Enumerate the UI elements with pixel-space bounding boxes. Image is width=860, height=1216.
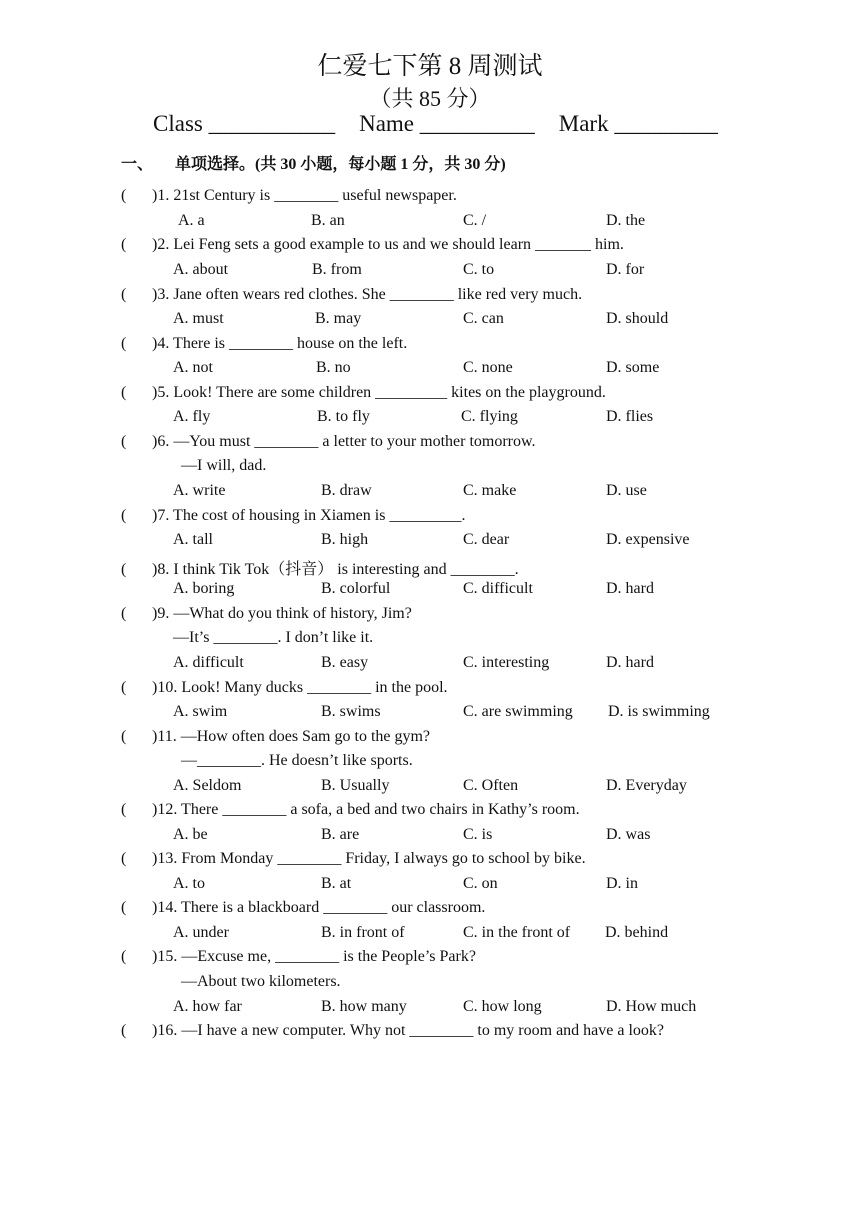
- option-a: A. difficult: [173, 654, 244, 671]
- answer-blank: (: [121, 384, 127, 401]
- option-b: B. high: [321, 531, 369, 548]
- answer-blank: (: [121, 433, 127, 450]
- option-b: B. no: [316, 359, 351, 376]
- question-continuation: —I will, dad.: [181, 457, 267, 474]
- option-a: A. write: [173, 482, 226, 499]
- option-a: A. boring: [173, 580, 235, 597]
- option-c: C. to: [463, 261, 495, 278]
- option-d: D. Everyday: [606, 777, 687, 794]
- section-heading: [121, 151, 506, 174]
- question-15: [121, 948, 476, 966]
- question-continuation: —________. He doesn’t like sports.: [181, 752, 413, 769]
- question-stem: )1. 21st Century is ________ useful newspaper.: [152, 187, 457, 204]
- question-1: [121, 187, 457, 205]
- option-c: C. flying: [461, 408, 518, 425]
- option-d: D. for: [606, 261, 645, 278]
- option-d: D. hard: [606, 654, 654, 671]
- option-a: A. Seldom: [173, 777, 242, 794]
- question-stem: )6. —You must ________ a letter to your mother tomorrow.: [152, 433, 536, 450]
- option-a: A. tall: [173, 531, 213, 548]
- option-d: D. the: [606, 212, 646, 229]
- option-d: D. How much: [606, 998, 697, 1015]
- question-14: [121, 899, 485, 917]
- answer-blank: (: [121, 286, 127, 303]
- class-field: Class ___________: [153, 111, 336, 136]
- question-2: [121, 236, 624, 254]
- option-c: C. in the front of: [463, 924, 571, 941]
- question-stem: )9. —What do you think of history, Jim?: [152, 605, 412, 622]
- option-a: A. to: [173, 875, 205, 892]
- option-b: B. draw: [321, 482, 372, 499]
- option-b: B. to fly: [317, 408, 370, 425]
- option-c: C. are swimming: [463, 703, 573, 720]
- question-stem: )15. —Excuse me, ________ is the People’s Park?: [152, 948, 476, 965]
- option-d: D. hard: [606, 580, 654, 597]
- option-b: B. in front of: [321, 924, 405, 941]
- question-stem: )14. There is a blackboard ________ our classroom.: [152, 899, 486, 916]
- option-d: D. was: [606, 826, 651, 843]
- question-stem: )2. Lei Feng sets a good example to us and we should learn _______ him.: [152, 236, 624, 253]
- question-3: [121, 286, 582, 304]
- student-info-line: [153, 111, 718, 137]
- option-d: D. flies: [606, 408, 654, 425]
- answer-blank: (: [121, 679, 127, 696]
- option-d: D. expensive: [606, 531, 690, 548]
- question-stem: )3. Jane often wears red clothes. She ________ like red very much.: [152, 286, 583, 303]
- option-b: B. colorful: [321, 580, 391, 597]
- question-6: [121, 433, 536, 451]
- option-d: D. is swimming: [608, 703, 710, 720]
- option-a: A. fly: [173, 408, 211, 425]
- page-title: 仁爱七下第 8 周测试: [317, 53, 543, 80]
- question-10: [121, 679, 448, 697]
- option-c: C. interesting: [463, 654, 550, 671]
- question-continuation: —It’s ________. I don’t like it.: [173, 629, 374, 646]
- option-d: D. should: [606, 310, 669, 327]
- question-stem: )7. The cost of housing in Xiamen is _________.: [152, 507, 466, 524]
- option-b: B. may: [315, 310, 362, 327]
- question-stem: )4. There is ________ house on the left.: [152, 335, 408, 352]
- question-stem: )13. From Monday ________ Friday, I always go to school by bike.: [152, 850, 586, 867]
- option-a: A. swim: [173, 703, 228, 720]
- option-b: B. an: [311, 212, 345, 229]
- answer-blank: (: [121, 899, 127, 916]
- option-c: C. Often: [463, 777, 519, 794]
- option-a: A. be: [173, 826, 208, 843]
- name-field: Name __________: [359, 111, 535, 136]
- option-d: D. in: [606, 875, 638, 892]
- answer-blank: (: [121, 948, 127, 965]
- answer-blank: (: [121, 561, 127, 578]
- question-stem: )12. There ________ a sofa, a bed and two chairs in Kathy’s room.: [152, 801, 580, 818]
- question-12: [121, 801, 580, 819]
- option-a: A. must: [173, 310, 224, 327]
- option-b: B. how many: [321, 998, 407, 1015]
- answer-blank: (: [121, 335, 127, 352]
- question-5: [121, 384, 606, 402]
- option-c: C. on: [463, 875, 498, 892]
- question-9: [121, 605, 412, 623]
- question-stem: )11. —How often does Sam go to the gym?: [152, 728, 431, 745]
- option-c: C. is: [463, 826, 493, 843]
- option-a: A. not: [173, 359, 213, 376]
- option-b: B. swims: [321, 703, 381, 720]
- option-c: C. can: [463, 310, 504, 327]
- option-c: C. how long: [463, 998, 542, 1015]
- option-d: D. behind: [605, 924, 669, 941]
- option-b: B. Usually: [321, 777, 390, 794]
- question-continuation: —About two kilometers.: [181, 973, 341, 990]
- answer-blank: (: [121, 728, 127, 745]
- option-a: A. how far: [173, 998, 242, 1015]
- answer-blank: (: [121, 236, 127, 253]
- option-d: D. some: [606, 359, 660, 376]
- question-16: [121, 1022, 664, 1040]
- answer-blank: (: [121, 605, 127, 622]
- option-a: A. a: [178, 212, 205, 229]
- option-b: B. are: [321, 826, 360, 843]
- section-number: 一、: [121, 156, 154, 173]
- question-13: [121, 850, 586, 868]
- question-stem: )16. —I have a new computer. Why not ________ to my room and have a look?: [152, 1022, 665, 1039]
- option-c: C. difficult: [463, 580, 533, 597]
- option-c: C. /: [463, 212, 487, 229]
- question-7: [121, 507, 465, 525]
- question-8: [121, 556, 519, 579]
- option-c: C. none: [463, 359, 513, 376]
- option-d: D. use: [606, 482, 647, 499]
- option-a: A. under: [173, 924, 229, 941]
- question-stem: )5. Look! There are some children _________ kites on the playground.: [152, 384, 606, 401]
- option-c: C. make: [463, 482, 517, 499]
- answer-blank: (: [121, 801, 127, 818]
- option-b: B. easy: [321, 654, 369, 671]
- question-stem: )10. Look! Many ducks ________ in the pool.: [152, 679, 448, 696]
- option-b: B. from: [312, 261, 362, 278]
- answer-blank: (: [121, 850, 127, 867]
- question-11: [121, 728, 430, 746]
- option-a: A. about: [173, 261, 229, 278]
- question-stem: )8. I think Tik Tok（抖音） is interesting and ________.: [152, 561, 519, 578]
- total-score: （共 85 分）: [369, 86, 491, 111]
- answer-blank: (: [121, 187, 127, 204]
- option-b: B. at: [321, 875, 352, 892]
- mark-field: Mark _________: [558, 111, 718, 136]
- answer-blank: (: [121, 507, 127, 524]
- option-c: C. dear: [463, 531, 510, 548]
- answer-blank: (: [121, 1022, 127, 1039]
- section-title: 单项选择。(共 30 小题，每小题 1 分，共 30 分): [175, 156, 506, 173]
- question-4: [121, 335, 407, 353]
